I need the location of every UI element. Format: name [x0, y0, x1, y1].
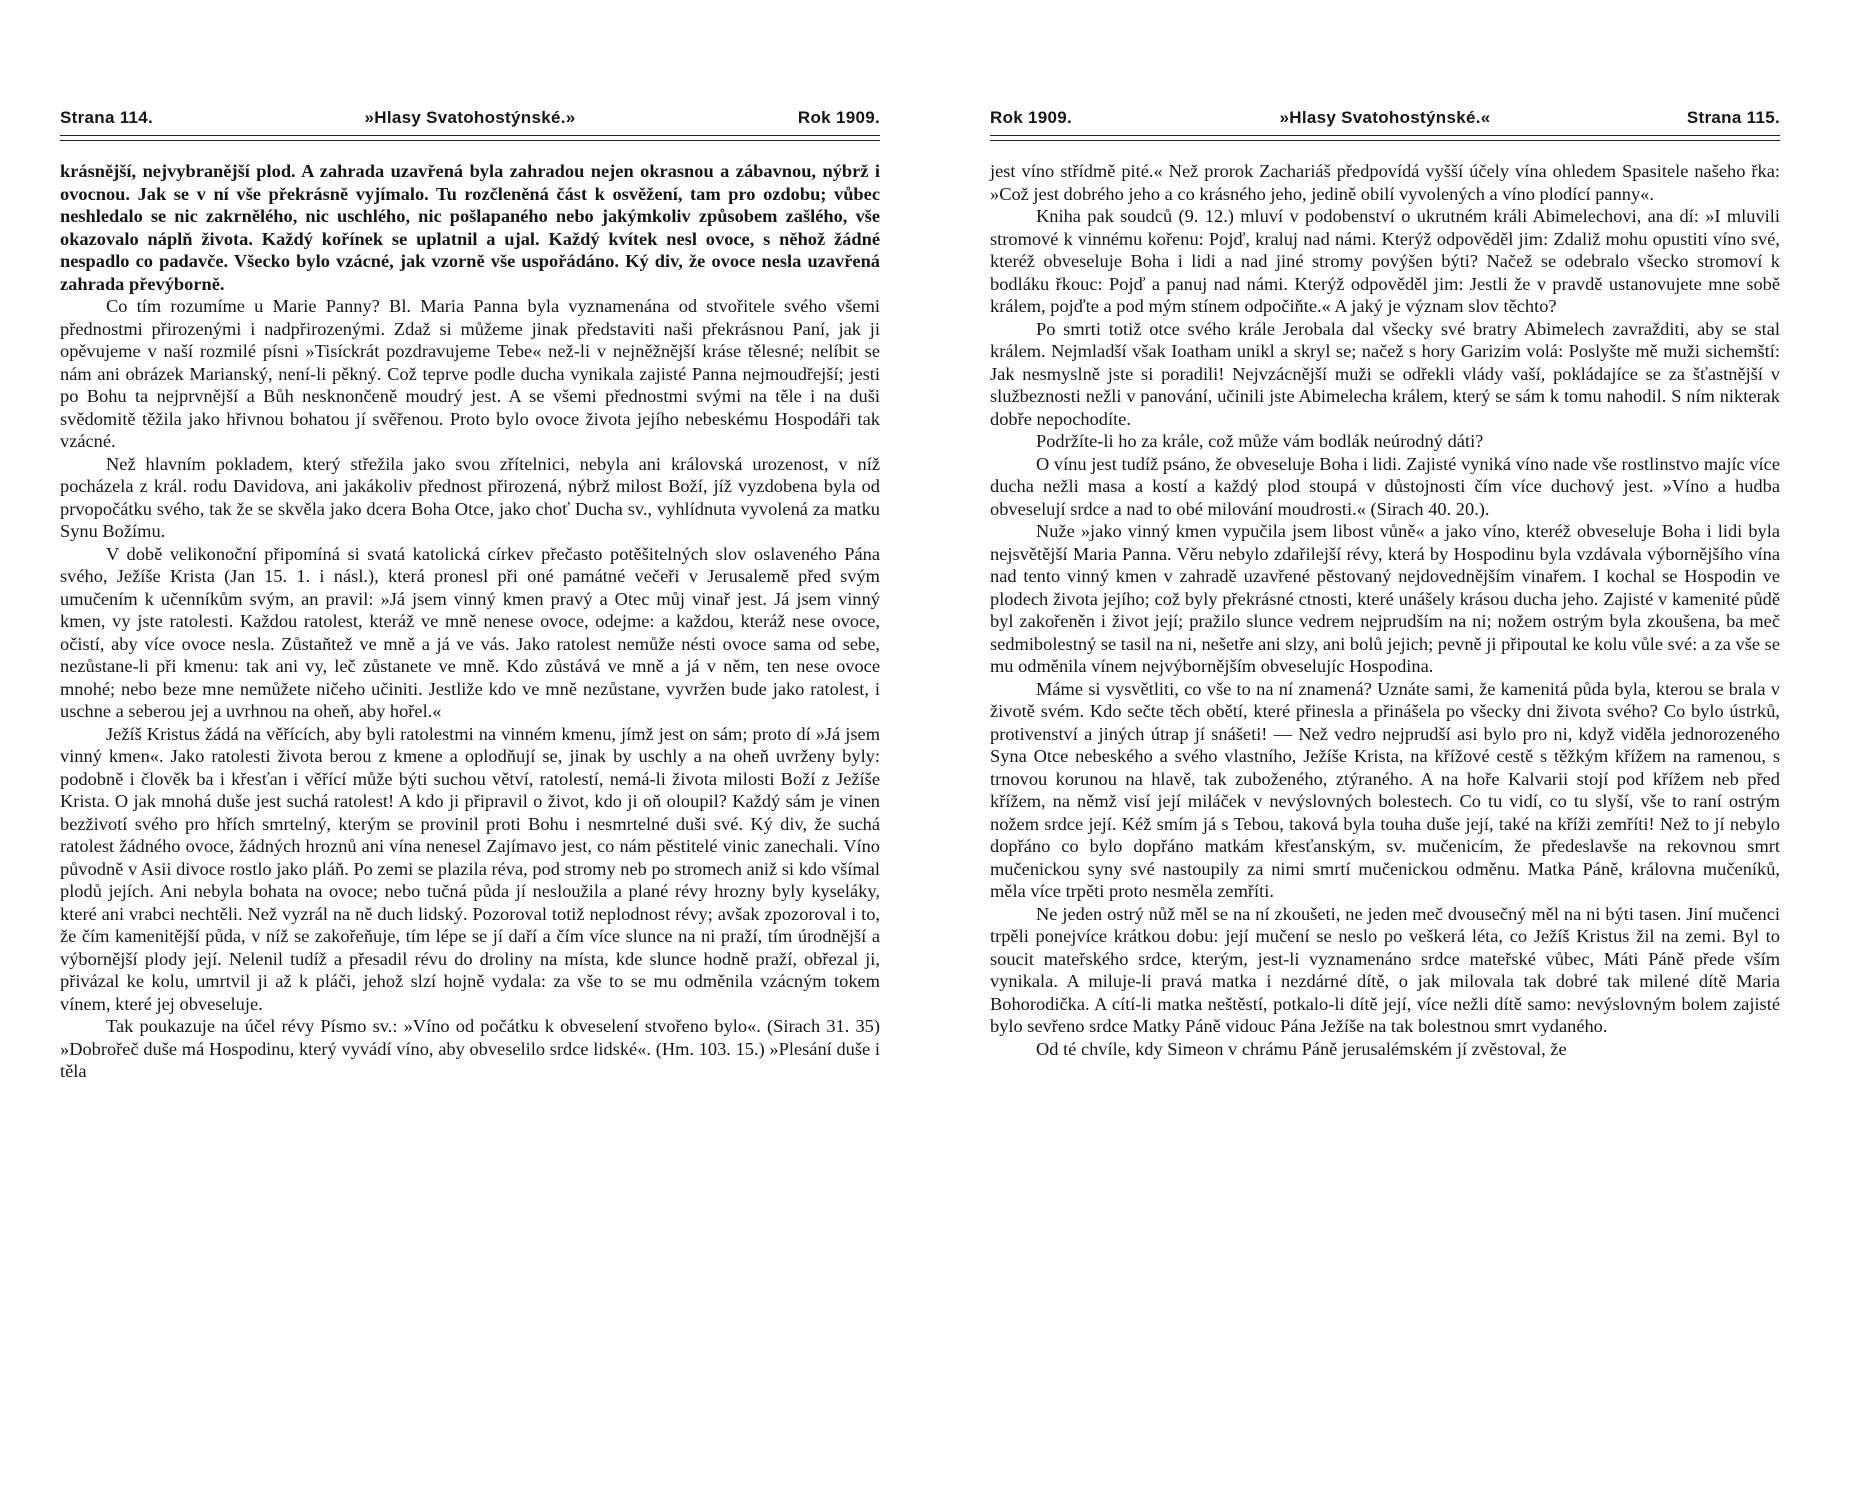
- paragraph: Kniha pak soudců (9. 12.) mluví v podobenství o ukrutném králi Abimelechovi, ana dí: »I mluvili stromové k vinnému kořenu: Pojď, kraluj nad námi. Kterýž odpověděl jim: Zdaliž mohu opustiti víno své, kteréž obveseluje Boha i lidi a nad jiné stromy povýšen býti? Načež se odebralo všecko stromoví k bodláku řkouc: Pojď a panuj nad námi. Kterýž odpověděl jim: Jestli že v pravdě ustanovujete mne sobě králem, pojďte a pod mým stínem odpočiňte.« A jaký je význam slov těchto?: [990, 206, 1780, 316]
- right-page: [990, 0, 1780, 1500]
- header-rule: [60, 135, 880, 141]
- header-rule: [990, 135, 1780, 141]
- paragraph: Než hlavním pokladem, který střežila jako svou zřítelnici, nebyla ani královská urozenost, v níž pocházela z král. rodu Davidova, ani jakákoliv přednost přirozená, nýbrž milost Boží, jíž vyzdobena byla od prvopočátku svého, tak že se skvěla jako dcera Boha Otce, jako choť Ducha sv., vyhlídnuta vyvolená za matku Synu Božímu.: [60, 453, 880, 541]
- paragraph: jest víno střídmě pité.« Než prorok Zachariáš předpovídá vyšší účely vína ohledem Spasitele našeho řka: »Což jest dobrého jeho a co krásného jeho, jedině obilí vyvolených a víno plodící panny«.: [990, 161, 1780, 204]
- paragraph: Co tím rozumíme u Marie Panny? Bl. Maria Panna byla vyznamenána od stvořitele svého všemi přednostmi přirozenými i nadpřirozenými. Zdaž si můžeme jinak představiti naši překrásnou Paní, jak ji opěvujeme v naší rozmilé písni »Tisíckrát pozdravujeme Tebe« než-li v nejněžnější kráse tělesné; nelíbit se nám ani obrázek Marianský, není-li pěkný. Což teprve podle ducha vynikala zajisté Panna nejmoudřejší; jesti po Bohu ta nejprvnější a Bůh nesknončeně moudrý jest. A se všemi přednostmi svými na těle i na duši svědomitě těžila jako hřivnou bohatou jí svěřenou. Proto bylo ovoce života jejího nebeskému Hospodáři tak vzácné.: [60, 296, 880, 451]
- paragraph: Ne jeden ostrý nůž měl se na ní zkoušeti, ne jeden meč dvousečný měl na ni býti tasen. Jiní mučenci trpěli ponejvíce krátkou dobu: její mučení se neslo po veškerá léta, co Ježíš Kristus žil na zemi. Byl to soucit mateřského srdce, kterým, jest-li vyznamenáno srdce mateřské vůbec, Máti Páně přede vším vynikala. A miluje-li pravá matka i nezdárné dítě, o jak milovala tak dobré tak milené dítě Maria Bohorodička. A cítí-li matka neštěstí, potkalo-li dítě její, více nežli dítě samo: nevýslovným bolem zajisté bylo sevřeno srdce Matky Páně vidouc Pána Ježíše na tak bolestnou smrt vydaného.: [990, 903, 1780, 1036]
- paragraph: Po smrti totiž otce svého krále Jerobala dal všecky své bratry Abimelech zavražditi, aby se stal králem. Nejmladší však Ioatham unikl a skryl se; načež s hory Garizim volá: Poslyšte mě muži sichemští: Jak nesmyslně jste si poradili! Nejvzácnější muži se odřekli vlády vaší, pokládajíce se za šťastnější v službeznosti nežli v panování, učinili jste Abimelecha králem, který se sám k tomu nahodil. S ním nikterak dobře nepochodíte.: [990, 318, 1780, 429]
- running-header: [60, 108, 880, 134]
- paragraph: Od té chvíle, kdy Simeon v chrámu Páně jerusalémském jí zvěstoval, že: [1036, 1038, 1567, 1059]
- paragraph: Podržíte-li ho za krále, což může vám bodlák neúrodný dáti?: [1036, 431, 1484, 451]
- paragraph: V době velikonoční připomíná si svatá katolická církev přečasto potěšitelných slov oslaveného Pána svého, Ježíše Krista (Jan 15. 1. i násl.), která pronesl při oné památné večeři v Jerusalemě před svým umučením k učenníkům svým, an pravil: »Já jsem vinný kmen pravý a Otec můj vinař jest. Já jsem vinný kmen, vy jste ratolesti. Každou ratolest, kteráž ve mně nenese ovoce, odejme: a každou, kteráž nese ovoce, očistí, aby více ovoce nesla. Zůstaňtež ve mně a já ve vás. Jako ratolest nemůže nésti ovoce sama od sebe, nezůstane-li při kmenu: tak ani vy, leč zůstanete ve mně. Kdo zůstává ve mně a já v něm, ten nese ovoce mnohé; nebo beze mne nemůžete ničeho učiniti. Jestliže kdo ve mně nezůstane, vyvržen bude jako ratolest, i uschne a seberou jej a uvrhnou na oheň, aby hořel.«: [60, 543, 880, 721]
- left-page: [60, 0, 880, 1500]
- paragraph: Nuže »jako vinný kmen vypučila jsem libost vůně« a jako víno, kteréž obveseluje Boha i lidi byla nejsvětější Maria Panna. Věru nebylo zdařilejší révy, která by Hospodinu byla vzdávala výbornějšího vína nad tento vinný kmen v zahradě uzavřené pěstovaný nejdovednějším vinařem. I kochal se Hospodin ve plodech života jejího; což byly překrásné ctnosti, které unášely krásou ducha jeho. Zajisté v kamenité půdě byl zakořeněn i život její; pražilo slunce vedrem nejprudším na ni; nožem ostrým byla zkoušena, ba meč sedmibolestný se tasil na ni, nešetře ani slzy, ani bolů jejich; pevně ji připoutal ke kolu vůle své: a za vše se mu odměnila vínem nejvýbornějším obveselujíc Hospodina.: [990, 521, 1780, 676]
- body-text: [60, 160, 880, 1083]
- journal-title: »Hlasy Svatohostýnské.«: [1279, 108, 1491, 127]
- body-text: [990, 160, 1780, 1060]
- page-number: Strana 114.: [60, 108, 154, 127]
- paragraph: krásnější, nejvybranější plod. A zahrada uzavřená byla zahradou nejen okrasnou a zábavnou, nýbrž i ovocnou. Jak se v ní vše překrásně vyjímalo. Tu rozčleněná část k osvěžení, tam pro ozdobu; vůbec neshledalo se nic zakrnělého, nic uschlého, nic pošlapaného nebo jakýmkoliv způsobem zašlého, vše okazovalo náplň života. Každý kořínek se uplatnil a ujal. Každý kvítek nesl ovoce, s něhož žádné nespadlo co padavče. Všecko bylo vzácné, jak vzorně vše uspořádáno. Ký div, že ovoce nesla uzavřená zahrada převýborně.: [60, 161, 880, 294]
- header-year: Rok 1909.: [797, 108, 880, 127]
- page-number: Strana 115.: [1686, 108, 1780, 127]
- journal-title: »Hlasy Svatohostýnské.»: [364, 108, 576, 127]
- paragraph: Ježíš Kristus žádá na věřících, aby byli ratolestmi na vinném kmenu, jímž jest on sám; proto dí »Já jsem vinný kmen«. Jako ratolesti života berou z kmene a oplodňují se, jinak by uschly a na oheň uvrženy byly: podobně i člověk ba i křesťan i věřící může býti suchou větví, ratolestí, nemá-li života milosti Boží z Ježíše Krista. O jak mnohá duše jest suchá ratolest! A kdo ji připravil o život, kdo ji oň oloupil? Každý sám je vinen bezživotí svého pro hřích smrtelný, kterým se provinil proti Bohu i nesmrtelné duši své. Ký div, že suchá ratolest žádného ovoce, žádných hroznů ani vína nenesel Zajímavo jest, co nám pěstitelé vinic zanechali. Víno původně v Asii divoce rostlo jako pláň. Po zemi se plazila réva, pod stromy neb po stromech aniž si kdo všímal plodů jejích. Ani nebyla bohata na ovoce; nebo tučná půda jí nesloužila a plané révy hrozny byly kyseláky, které ani vrabci nechtěli. Než vyzrál na ně duch lidský. Pozoroval totiž neplodnost révy; avšak zpozoroval i to, že čím kamenitější půda, v níž se zakořeňuje, tím lépe se jí daří a čím více slunce na ni praží, tím úrodnější a výbornější plody její. Nelenil tudíž a přesadil révu do droliny na místa, kde slunce hodně praží, obřezal ji, přivázal ke kolu, umrtvil ji až k pláči, jehož slzí hojně vydala: za vše to se mu odměnila vzácným tokem vínem, které jej obveseluje.: [60, 723, 880, 1014]
- paragraph: Tak poukazuje na účel révy Písmo sv.: »Víno od počátku k obveselení stvořeno bylo«. (Sirach 31. 35) »Dobrořeč duše má Hospodinu, který vyvádí víno, aby obveselilo srdce lidské«. (Hm. 103. 15.) »Plesání duše i těla: [60, 1016, 880, 1081]
- paragraph: Máme si vysvětliti, co vše to na ní znamená? Uznáte sami, že kamenitá půda byla, kterou se brala v životě svém. Kdo sečte těch obětí, které přinesla a přinášela po všecky dni života svého? Co bylo ústrků, protivenství a jiných útrap jí snášeti! — Než vedro nejprudší asi bylo pro ni, když viděla jednorozeného Syna Otce nebeského a svého vlastního, Ježíše Krista, na křížové cestě s těžkým křížem na ramenou, s trnovou korunou na hlavě, tak zuboženého, ztýraného. A na hoře Kalvarii stojí pod křížem neb před křížem, na němž visí její miláček v nevýslovných bolestech. Co tu vidí, co tu slyší, vše to raní ostrým nožem srdce její. Kéž smím já s Tebou, taková byla touha duše její, také na kříži zemříti! Než to jí nebylo dopřáno co bylo dopřáno matkám křesťanským, sv. mučenicím, že předeslavše na rekovnou smrt mučenickou syny své nastoupily za nimi smrtí mučenickou odměnu. Matka Páně, královna mučeníků, měla více trpěti proto nesměla zemříti.: [990, 678, 1780, 901]
- header-year: Rok 1909.: [990, 108, 1073, 127]
- paragraph: O vínu jest tudíž psáno, že obveseluje Boha i lidi. Zajisté vyniká víno nade vše rostlinstvo majíc více ducha nežli masa a kostí a každý plod stoupá v důstojnosti čím více duchový jest. »Víno a hudba obveselují srdce a nad to obé milování moudrosti.« (Sirach 40. 20.).: [990, 453, 1780, 519]
- running-header: [990, 108, 1780, 134]
